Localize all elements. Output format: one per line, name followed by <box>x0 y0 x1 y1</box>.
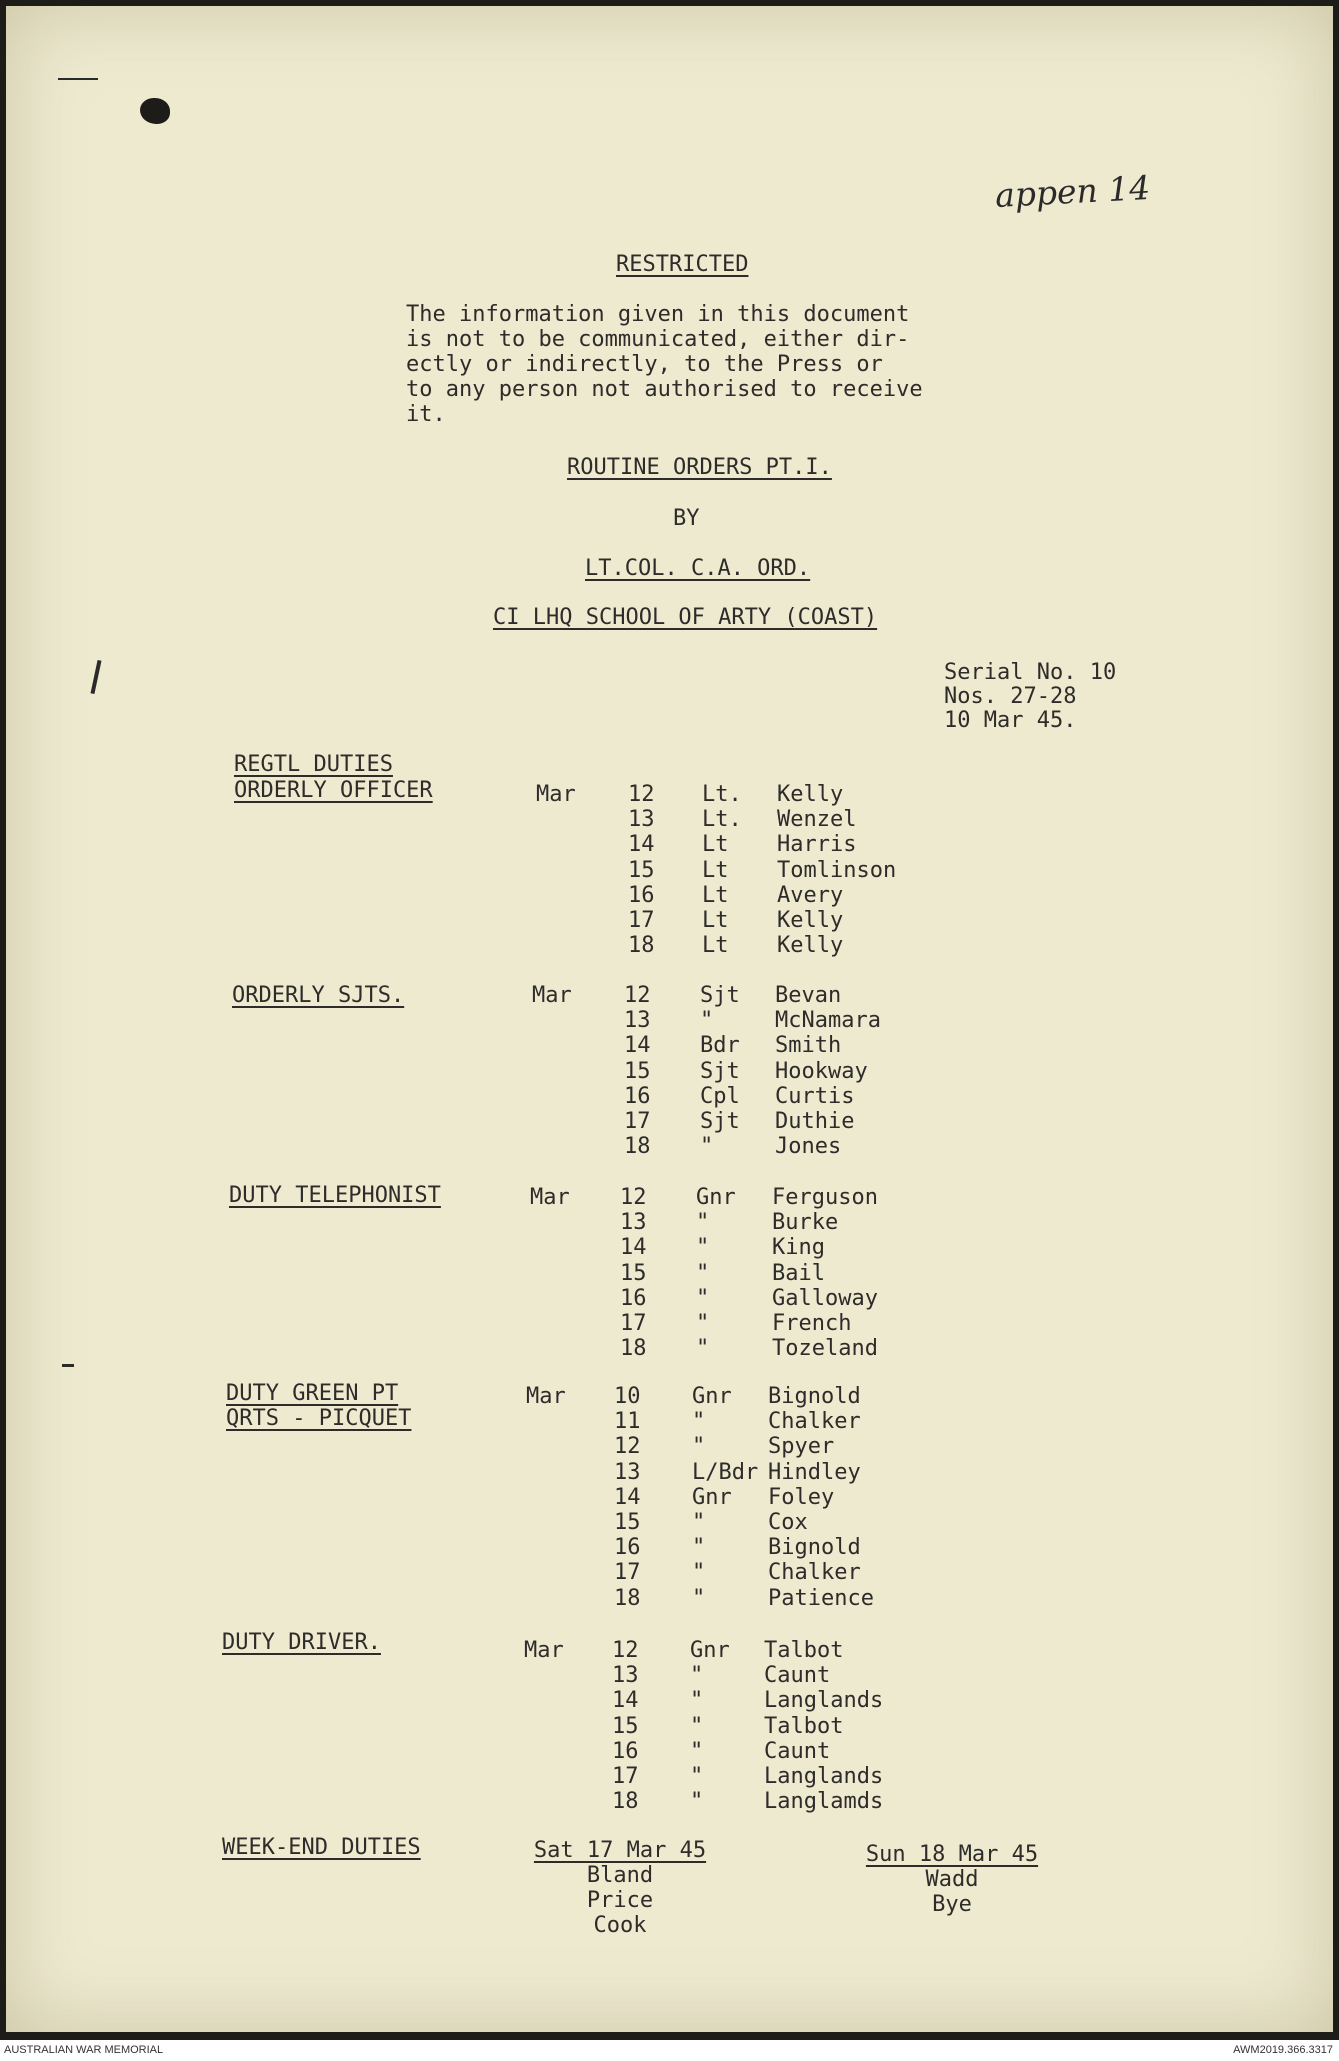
duty-day: 13 <box>612 1663 639 1688</box>
duty-day: 17 <box>628 908 655 933</box>
duty-day: 15 <box>620 1261 647 1286</box>
duty-rank: Gnr <box>692 1384 732 1409</box>
duty-name: Talbot <box>764 1638 844 1663</box>
saturday-name: Price <box>586 1888 654 1913</box>
duty-day: 16 <box>624 1084 651 1109</box>
duty-day: 18 <box>612 1789 639 1814</box>
section-heading: DUTY DRIVER. <box>222 1630 381 1655</box>
saturday-name: Bland <box>586 1863 654 1888</box>
duty-rank: " <box>692 1510 706 1535</box>
duty-day: 16 <box>612 1739 639 1764</box>
duty-rank: " <box>696 1235 710 1260</box>
duty-name: Langlamds <box>764 1789 884 1814</box>
duty-rank: " <box>690 1739 704 1764</box>
duty-day: 16 <box>628 883 655 908</box>
month-label: Mar <box>536 782 576 807</box>
duty-rank: Gnr <box>690 1638 730 1663</box>
month-label: Mar <box>532 983 572 1008</box>
duty-day: 14 <box>624 1033 651 1058</box>
edge-mark <box>58 78 98 80</box>
duty-name: Foley <box>768 1485 835 1510</box>
duty-rank: Lt. <box>702 782 742 807</box>
duty-name: Talbot <box>764 1714 844 1739</box>
month-label: Mar <box>526 1384 566 1409</box>
duty-name: Langlands <box>764 1764 884 1789</box>
duty-rank: Gnr <box>692 1485 732 1510</box>
duty-rank: " <box>696 1210 710 1235</box>
duty-day: 17 <box>612 1764 639 1789</box>
duty-name: Kelly <box>777 933 844 958</box>
duty-day: 15 <box>614 1510 641 1535</box>
duty-rank: " <box>696 1336 710 1361</box>
duty-rank: " <box>690 1688 704 1713</box>
duty-day: 13 <box>628 807 655 832</box>
duty-rank: " <box>692 1434 706 1459</box>
duty-name: Jones <box>775 1134 842 1159</box>
weekend-duties-heading: WEEK-END DUTIES <box>222 1835 421 1860</box>
by-label: BY <box>673 506 700 531</box>
duty-day: 10 <box>614 1384 641 1409</box>
duty-rank: " <box>696 1311 710 1336</box>
order-numbers: Nos. 27-28 <box>944 684 1077 709</box>
duty-name: Langlands <box>764 1688 884 1713</box>
duty-day: 16 <box>614 1535 641 1560</box>
duty-name: Bail <box>772 1261 825 1286</box>
duty-rank: Cpl <box>700 1084 740 1109</box>
duty-day: 12 <box>628 782 655 807</box>
duty-day: 12 <box>612 1638 639 1663</box>
sunday-name: Wadd <box>925 1867 979 1892</box>
duty-rank: Lt <box>702 908 729 933</box>
duty-name: Caunt <box>764 1663 831 1688</box>
duty-name: Cox <box>768 1510 808 1535</box>
section-heading: REGTL DUTIES <box>234 752 393 777</box>
classification-heading: RESTRICTED <box>616 252 749 277</box>
duty-rank: Sjt <box>700 1059 740 1084</box>
duty-name: French <box>772 1311 852 1336</box>
duty-day: 14 <box>614 1485 641 1510</box>
section-heading: DUTY GREEN PT <box>226 1381 399 1406</box>
document-title: ROUTINE ORDERS PT.I. <box>567 455 832 480</box>
duty-name: Kelly <box>777 908 844 933</box>
month-label: Mar <box>530 1185 570 1210</box>
duty-rank: " <box>700 1008 714 1033</box>
duty-day: 14 <box>628 832 655 857</box>
duty-rank: Lt <box>702 832 729 857</box>
duty-day: 11 <box>614 1409 641 1434</box>
duty-name: Caunt <box>764 1739 831 1764</box>
order-date: 10 Mar 45. <box>944 708 1077 733</box>
sunday-date: Sun 18 Mar 45 <box>865 1842 1039 1867</box>
duty-rank: " <box>690 1764 704 1789</box>
duty-name: Chalker <box>768 1409 861 1434</box>
duty-day: 18 <box>624 1134 651 1159</box>
duty-rank: L/Bdr <box>692 1460 759 1485</box>
serial-number: Serial No. 10 <box>944 660 1117 685</box>
duty-name: McNamara <box>775 1008 881 1033</box>
section-subheading: ORDERLY OFFICER <box>234 778 433 803</box>
duty-day: 15 <box>624 1059 651 1084</box>
archive-footer <box>0 2040 1339 2061</box>
duty-name: Galloway <box>772 1286 878 1311</box>
duty-rank: Sjt <box>700 1109 740 1134</box>
duty-name: King <box>772 1235 825 1260</box>
section-subheading: QRTS - PICQUET <box>226 1406 412 1431</box>
issuing-officer: LT.COL. C.A. ORD. <box>585 556 811 581</box>
duty-name: Spyer <box>768 1434 835 1459</box>
duty-day: 18 <box>614 1586 641 1611</box>
duty-rank: Sjt <box>700 983 740 1008</box>
duty-name: Curtis <box>775 1084 855 1109</box>
duty-name: Bevan <box>775 983 842 1008</box>
duty-day: 18 <box>628 933 655 958</box>
duty-name: Bignold <box>768 1535 861 1560</box>
section-heading: DUTY TELEPHONIST <box>229 1183 441 1208</box>
unit-name: CI LHQ SCHOOL OF ARTY (COAST) <box>493 605 878 630</box>
sunday-name: Bye <box>932 1892 972 1917</box>
duty-name: Ferguson <box>772 1185 878 1210</box>
duty-rank: Lt <box>702 858 729 883</box>
duty-rank: " <box>690 1714 704 1739</box>
duty-day: 13 <box>624 1008 651 1033</box>
restriction-notice: The information given in this document is not to be communicated, either dir- ectly or indirectly, to the Press or to any person not authorised to receive it. <box>406 302 923 427</box>
sunday-duty <box>852 1842 1052 1917</box>
pin-mark <box>62 1364 74 1367</box>
duty-rank: Lt <box>702 933 729 958</box>
duty-day: 17 <box>614 1560 641 1585</box>
duty-day: 17 <box>620 1311 647 1336</box>
handwritten-note: appen 14 <box>994 167 1152 216</box>
duty-rank: " <box>692 1535 706 1560</box>
footer-institution: AUSTRALIAN WAR MEMORIAL <box>4 2044 164 2056</box>
footer-accession: AWM2019.366.3317 <box>1233 2044 1333 2056</box>
duty-name: Kelly <box>777 782 844 807</box>
duty-name: Smith <box>775 1033 842 1058</box>
duty-name: Patience <box>768 1586 874 1611</box>
duty-rank: " <box>692 1586 706 1611</box>
duty-name: Chalker <box>768 1560 861 1585</box>
saturday-date: Sat 17 Mar 45 <box>533 1838 707 1863</box>
duty-day: 15 <box>628 858 655 883</box>
duty-name: Bignold <box>768 1384 861 1409</box>
duty-name: Tozeland <box>772 1336 878 1361</box>
duty-day: 15 <box>612 1714 639 1739</box>
duty-day: 12 <box>624 983 651 1008</box>
duty-name: Hookway <box>775 1059 868 1084</box>
duty-rank: " <box>696 1261 710 1286</box>
duty-name: Wenzel <box>777 807 857 832</box>
punch-hole <box>140 98 170 124</box>
duty-day: 17 <box>624 1109 651 1134</box>
duty-rank: " <box>690 1789 704 1814</box>
duty-name: Harris <box>777 832 857 857</box>
duty-rank: Gnr <box>696 1185 736 1210</box>
duty-name: Burke <box>772 1210 839 1235</box>
saturday-name: Cook <box>593 1913 647 1938</box>
duty-day: 13 <box>614 1460 641 1485</box>
duty-day: 18 <box>620 1336 647 1361</box>
duty-name: Tomlinson <box>777 858 897 883</box>
month-label: Mar <box>524 1638 564 1663</box>
duty-day: 14 <box>620 1235 647 1260</box>
duty-day: 13 <box>620 1210 647 1235</box>
duty-rank: " <box>700 1134 714 1159</box>
duty-name: Hindley <box>768 1460 861 1485</box>
duty-day: 12 <box>614 1434 641 1459</box>
duty-day: 14 <box>612 1688 639 1713</box>
section-heading: ORDERLY SJTS. <box>232 983 405 1008</box>
duty-rank: Bdr <box>700 1033 740 1058</box>
duty-name: Duthie <box>775 1109 855 1134</box>
duty-rank: Lt <box>702 883 729 908</box>
duty-rank: " <box>692 1409 706 1434</box>
duty-rank: " <box>692 1560 706 1585</box>
duty-day: 12 <box>620 1185 647 1210</box>
saturday-duty <box>520 1838 720 1938</box>
duty-name: Avery <box>777 883 844 908</box>
duty-day: 16 <box>620 1286 647 1311</box>
duty-rank: " <box>690 1663 704 1688</box>
duty-rank: " <box>696 1286 710 1311</box>
duty-rank: Lt. <box>702 807 742 832</box>
